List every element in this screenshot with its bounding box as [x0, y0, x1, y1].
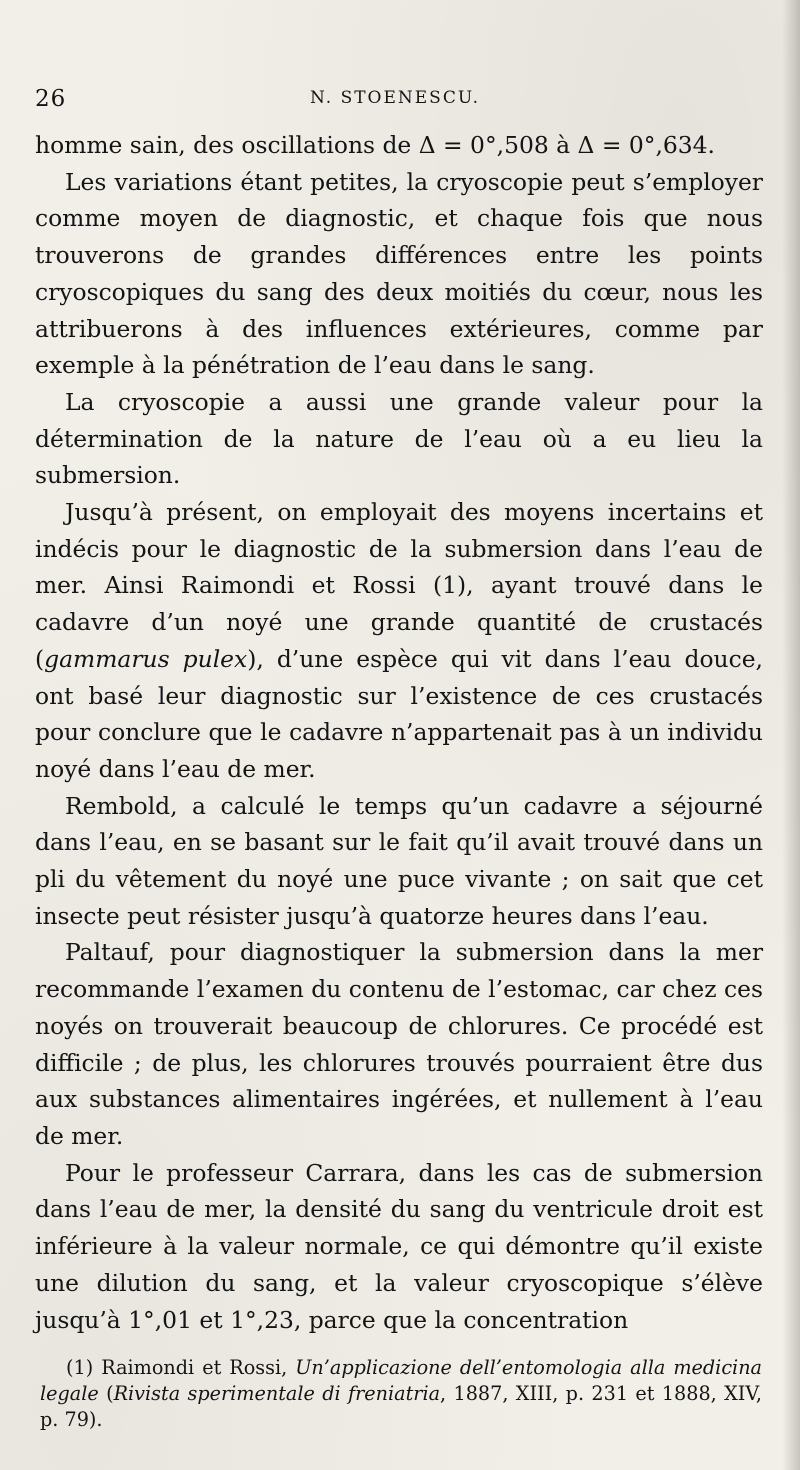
page-number: 26: [35, 86, 67, 112]
paragraph-4-text-a: Jusqu’à présent, on employait des moyens incertains et indécis pour le diagnostic de la submersion dans l’eau de mer. Ainsi Raimondi et Rossi (1), ayant trouvé dans le cadavre d’un noyé une grande quantité de crustacés (: [35, 498, 763, 673]
footnote-text-c: , 1887, XIII, p. 231 et 1888, XIV, p. 79).: [40, 1382, 762, 1431]
footnote-text-a: (1) Raimondi et Rossi,: [66, 1356, 296, 1379]
paragraph-3: La cryoscopie a aussi une grande valeur pour la détermination de la nature de l’eau où a eu lieu la submersion.: [35, 387, 763, 490]
paragraph-4-text-b: ), d’une espèce qui vit dans l’eau douce, ont basé leur diagnostic sur l’existence de ces crustacés pour conclure que le cadavre n’appartenait pas à un individu noyé dans l’eau de mer.: [35, 644, 763, 783]
body-text: [35, 127, 763, 1338]
page-header: [35, 86, 755, 116]
paragraph-6: Paltauf, pour diagnostiquer la submersion dans la mer recommande l’examen du contenu de l’estomac, car chez ces noyés on trouverait beaucoup de chlorures. Ce procédé est difficile ; de plus, les chlorures trouvés pourraient être dus aux substances alimentaires ingérées, et nullement à l’eau de mer.: [35, 938, 763, 1150]
running-head: N. STOENESCU.: [309, 88, 481, 108]
paragraph-5: Rembold, a calculé le temps qu’un cadavre a séjourné dans l’eau, en se basant sur le fait qu’il avait trouvé dans un pli du vêtement du noyé une puce vivante ; on sait que cet insecte peut résister jusqu’à quatorze heures dans l’eau.: [35, 791, 763, 930]
footnote-text-b: (: [98, 1382, 114, 1405]
paragraph-4: [35, 494, 763, 788]
footnote-1: [40, 1355, 762, 1433]
species-name: gammarus pulex: [44, 644, 248, 673]
paragraph-1: homme sain, des oscillations de Δ = 0°,508 à Δ = 0°,634.: [35, 131, 715, 159]
footnote: [40, 1355, 762, 1433]
paragraph-2: Les variations étant petites, la cryoscopie peut s’employer comme moyen de diagnostic, et chaque fois que nous trouverons de grandes différences entre les points cryoscopiques du sang des deux moitiés du cœur, nous les attribuerons à des influences extérieures, comme par exemple à la pénétration de l’eau dans le sang.: [35, 167, 763, 380]
footnote-article-title: Un’applicazione dell’entomologia alla medicina legale: [40, 1356, 762, 1405]
footnote-journal-title: Rivista sperimentale di freniatria: [113, 1382, 441, 1405]
paragraph-7: Pour le professeur Carrara, dans les cas de submersion dans l’eau de mer, la densité du sang du ventricule droit est inférieure à la valeur normale, ce qui démontre qu’il existe une dilution du sang, et la valeur cryoscopique s’élève jusqu’à 1°,01 et 1°,23, parce que la concentration: [35, 1158, 763, 1334]
